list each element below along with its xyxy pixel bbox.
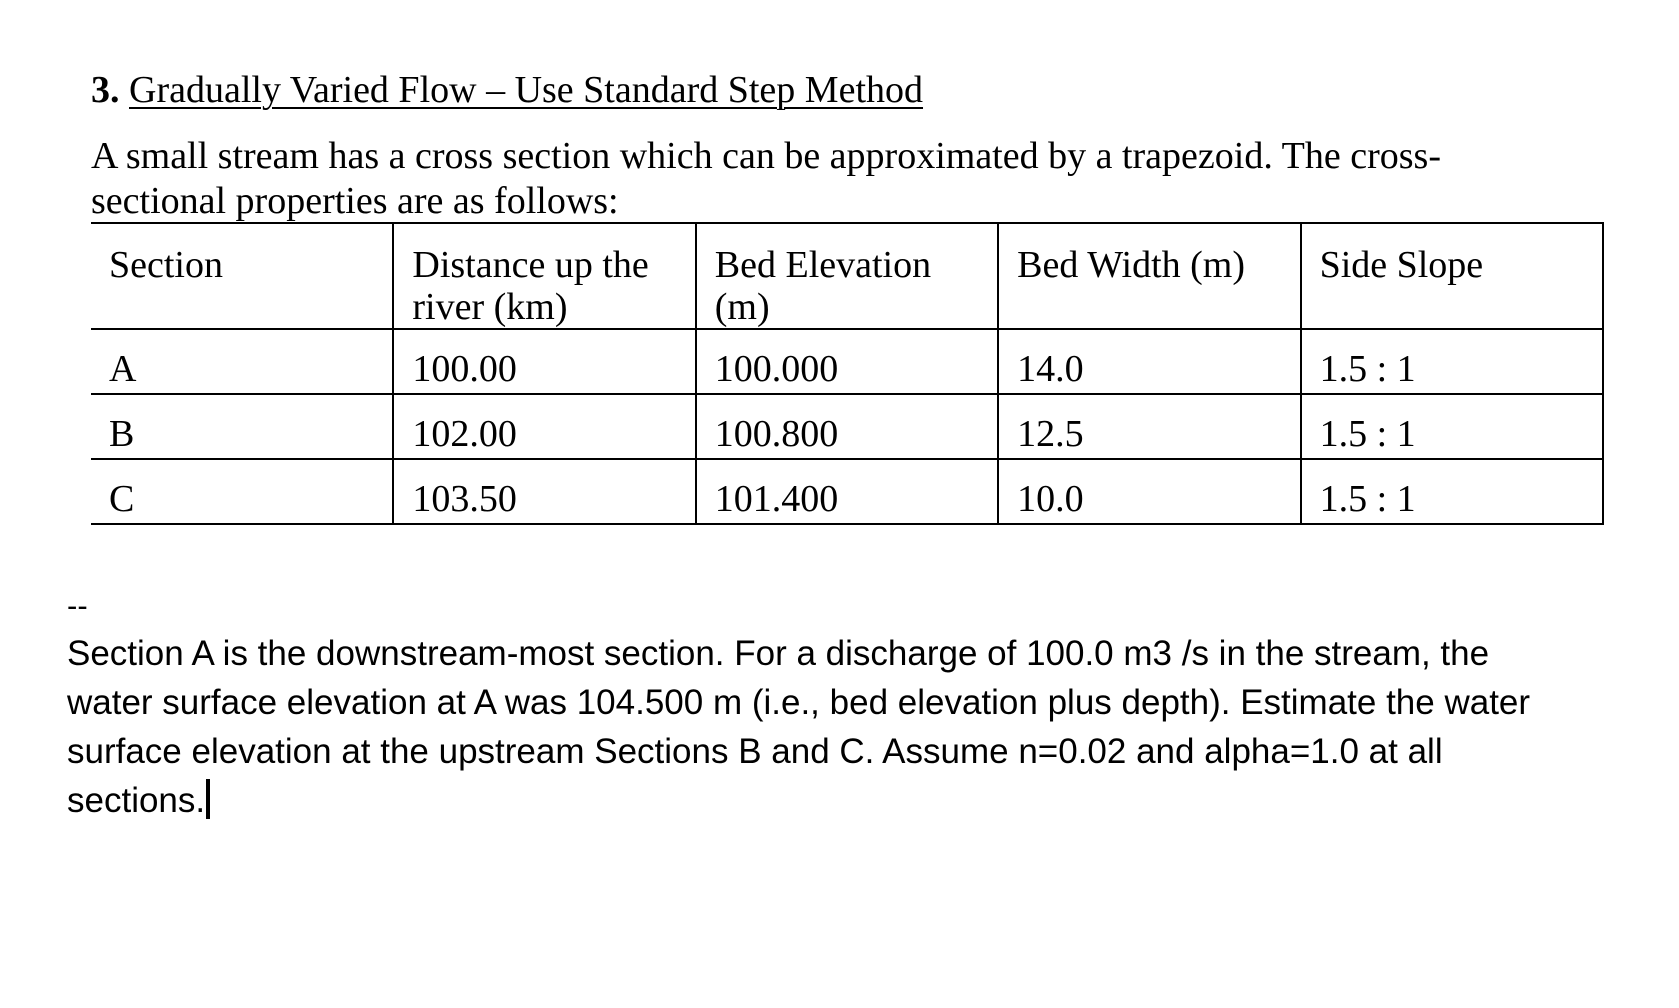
header-text: Bed Elevation [714,244,932,286]
header-side-slope [1301,223,1603,329]
cross-section-table [91,222,1604,525]
table-header-row [91,223,1603,329]
problem-intro [91,134,1651,224]
header-bed-elevation [696,223,998,329]
intro-line: A small stream has a cross section which can be approximated by a trapezoid. The cross- [91,135,1441,177]
question-line: surface elevation at the upstream Sections B and C. Assume n=0.02 and alpha=1.0 at all [67,732,1443,771]
header-text: Distance up the [412,244,649,286]
header-text: Side Slope [1319,244,1484,286]
cell-bed-width: 14.0 [998,329,1300,394]
cell-distance: 100.00 [393,329,695,394]
cell-section: C [91,459,393,524]
cell-distance: 103.50 [393,459,695,524]
header-text: Bed Width (m) [1017,244,1246,286]
header-text: river (km) [412,286,568,328]
cell-section: A [91,329,393,394]
table-row [91,394,1603,459]
cell-side-slope: 1.5 : 1 [1301,394,1603,459]
header-bed-width [998,223,1300,329]
question-last-line [67,776,1667,825]
cell-bed-elevation: 100.000 [696,329,998,394]
cell-side-slope: 1.5 : 1 [1301,329,1603,394]
header-text: (m) [714,286,770,328]
table-row [91,329,1603,394]
cell-side-slope: 1.5 : 1 [1301,459,1603,524]
question-line: water surface elevation at A was 104.500 m (i.e., bed elevation plus depth). Estimate the water [67,683,1531,722]
question-line: sections. [67,781,206,820]
header-section [91,223,393,329]
cell-bed-elevation: 100.800 [696,394,998,459]
problem-heading [91,66,923,114]
cell-distance: 102.00 [393,394,695,459]
header-text: Section [109,244,223,286]
header-distance [393,223,695,329]
cell-section: B [91,394,393,459]
cell-bed-elevation: 101.400 [696,459,998,524]
cell-bed-width: 12.5 [998,394,1300,459]
question-text-area[interactable] [67,629,1667,825]
cell-bed-width: 10.0 [998,459,1300,524]
intro-line: sectional properties are as follows: [91,180,619,222]
separator: -- [67,588,88,623]
table-row [91,459,1603,524]
problem-title: Gradually Varied Flow – Use Standard Step Method [129,69,924,111]
question-line: Section A is the downstream-most section. For a discharge of 100.0 m3 /s in the stream, the [67,634,1490,673]
text-cursor [206,779,210,819]
problem-number: 3. [91,69,120,111]
